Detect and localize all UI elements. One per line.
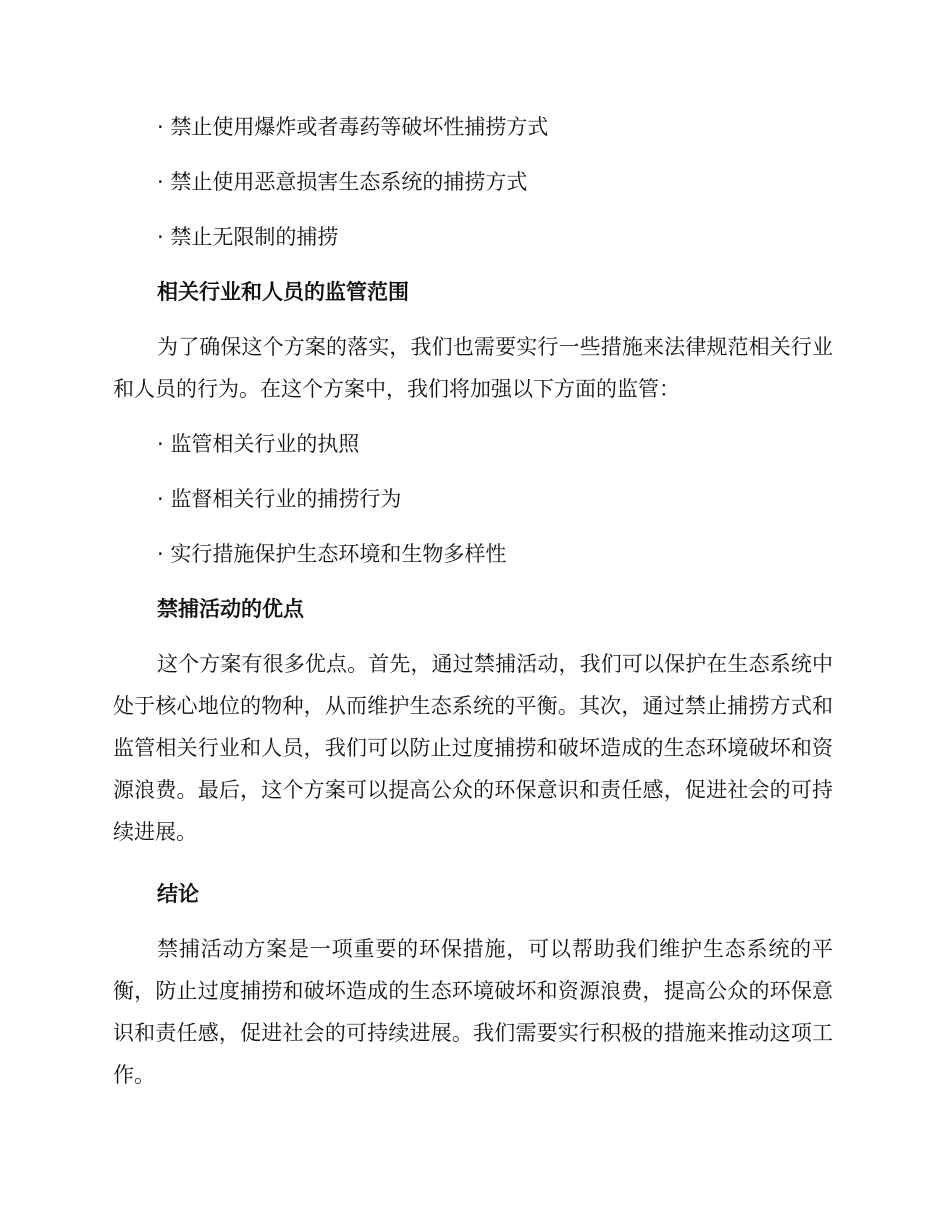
section-heading-advantages: 禁捕活动的优点 (157, 597, 304, 621)
list-item: · 禁止使用爆炸或者毒药等破坏性捕捞方式 (157, 115, 549, 139)
list-item: · 监管相关行业的执照 (157, 432, 360, 456)
list-item: · 实行措施保护生态环境和生物多样性 (157, 542, 507, 566)
paragraph-advantages: 这个方案有很多优点。首先，通过禁捕活动，我们可以保护在生态系统中处于核心地位的物种，从而维护生态系统的平衡。其次，通过禁止捕捞方式和监管相关行业和人员，我们可以防止过度捕捞和破坏造成的生态环境破坏和资源浪费。最后，这个方案可以提高公众的环保意识和责任感，促进社会的可持续进展。 (113, 652, 833, 844)
section-heading-supervision: 相关行业和人员的监管范围 (157, 280, 409, 304)
document-body (113, 106, 833, 1108)
paragraph-conclusion: 禁捕活动方案是一项重要的环保措施，可以帮助我们维护生态系统的平衡，防止过度捕捞和破坏造成的生态环境破坏和资源浪费，提高公众的环保意识和责任感，促进社会的可持续进展。我们需要实行积极的措施来推动这项工作。 (113, 937, 833, 1087)
paragraph-supervision: 为了确保这个方案的落实，我们也需要实行一些措施来法律规范相关行业和人员的行为。在这个方案中，我们将加强以下方面的监管： (113, 335, 833, 401)
list-item: · 监督相关行业的捕捞行为 (157, 487, 402, 511)
list-item: · 禁止使用恶意损害生态系统的捕捞方式 (157, 170, 528, 194)
list-item: · 禁止无限制的捕捞 (157, 225, 339, 249)
section-heading-conclusion: 结论 (157, 882, 199, 906)
